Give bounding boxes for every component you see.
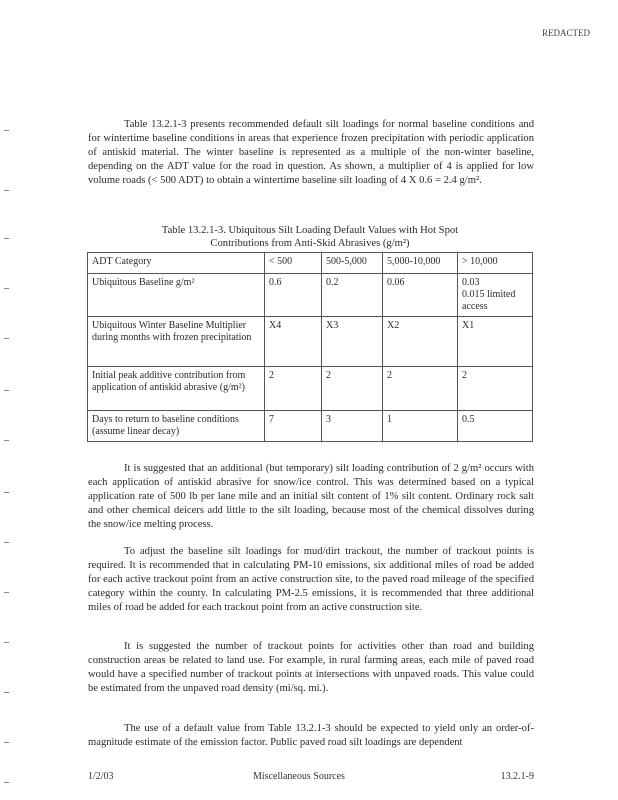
- table-cell: Ubiquitous Winter Baseline Multiplier during months with frozen precipitation: [88, 317, 265, 367]
- table-cell: Initial peak additive contribution from application of antiskid abrasive (g/m²): [88, 367, 265, 411]
- table-cell: 2: [322, 367, 383, 411]
- table-cell: 0.03 0.015 limited access: [458, 274, 533, 317]
- table-row: [88, 367, 533, 411]
- paragraph-antiskid: It is suggested that an additional (but temporary) silt loading contribution of 2 g/m² occurs with each application of antiskid abrasive for snow/ice control. This was determined based on a typical application rate of 500 lb per lane mile and an initial silt content of 1% silt content. Ordinary rock salt and other chemical deicers add little to the silt loading, because most of the chemical dissolves during the snow/ice melting process.: [88, 463, 534, 530]
- footer-date: 1/2/03: [88, 771, 114, 782]
- header-cell-lt500: < 500: [265, 253, 322, 274]
- paragraph-trackout: To adjust the baseline silt loadings for mud/dirt trackout, the number of trackout points is required. It is recommended that in calculating PM-10 emissions, six additional miles of road be added for each active trackout point from an active construction site, to the paved road mileage of the specified category within the county. In calculating PM-2.5 emissions, it is recommended that three additional miles of road be added for each trackout point from an active construction site.: [88, 546, 534, 613]
- table-cell: 2: [383, 367, 458, 411]
- table-cell: 7: [265, 411, 322, 442]
- table-caption-line-1: Table 13.2.1-3. Ubiquitous Silt Loading Default Values with Hot Spot: [161, 225, 459, 236]
- header-cell-5000-10000: 5,000-10,000: [383, 253, 458, 274]
- header-cell-500-5000: 500-5,000: [322, 253, 383, 274]
- table-cell: X2: [383, 317, 458, 367]
- paragraph-land-use: It is suggested the number of trackout points for activities other than road and building construction areas be related to land use. For example, in rural farming areas, each mile of paved road would have a specified number of trackout points at intersections with unpaved roads. This value could be estimated from the unpaved road density (mi/sq. mi.).: [88, 641, 534, 694]
- silt-loading-table: [87, 252, 533, 442]
- margin-tick-marks: [4, 120, 10, 790]
- table-cell: 0.6: [265, 274, 322, 317]
- table-cell: 0.2: [322, 274, 383, 317]
- table-cell: 3: [322, 411, 383, 442]
- footer-chapter: Miscellaneous Sources: [253, 771, 345, 782]
- footer-page-number: 13.2.1-9: [500, 771, 534, 782]
- table-cell: 2: [265, 367, 322, 411]
- table-row: [88, 411, 533, 442]
- table-cell: 1: [383, 411, 458, 442]
- table-caption-line-2: Contributions from Anti-Skid Abrasives (g/m²): [210, 238, 410, 249]
- table-cell: X3: [322, 317, 383, 367]
- table-header-row: [88, 253, 533, 274]
- paragraph-default-value: The use of a default value from Table 13.2.1-3 should be expected to yield only an order-of-magnitude estimate of the emission factor. Public paved road silt loadings are dependent: [88, 723, 534, 748]
- table-cell: 0.5: [458, 411, 533, 442]
- paragraph-intro: Table 13.2.1-3 presents recommended default silt loadings for normal baseline conditions and for wintertime baseline conditions in areas that experience frozen precipitation with periodic application of antiskid material. The winter baseline is represented as a multiple of the non-winter baseline, depending on the ADT value for the road in question. As shown, a multiplier of 4 is applied for low volume roads (< 500 ADT) to obtain a wintertime baseline silt loading of 4 X 0.6 = 2.4 g/m².: [88, 119, 534, 186]
- table-cell: 2: [458, 367, 533, 411]
- table-caption: [120, 224, 500, 250]
- table-row: [88, 317, 533, 367]
- table-cell: Ubiquitous Baseline g/m²: [88, 274, 265, 317]
- document-code: REDACTED: [542, 28, 590, 38]
- table-cell: 0.06: [383, 274, 458, 317]
- header-cell-gt10000: > 10,000: [458, 253, 533, 274]
- header-cell-adt: ADT Category: [88, 253, 265, 274]
- table-cell: X4: [265, 317, 322, 367]
- table-cell: Days to return to baseline conditions (assume linear decay): [88, 411, 265, 442]
- table-row: [88, 274, 533, 317]
- table-cell: X1: [458, 317, 533, 367]
